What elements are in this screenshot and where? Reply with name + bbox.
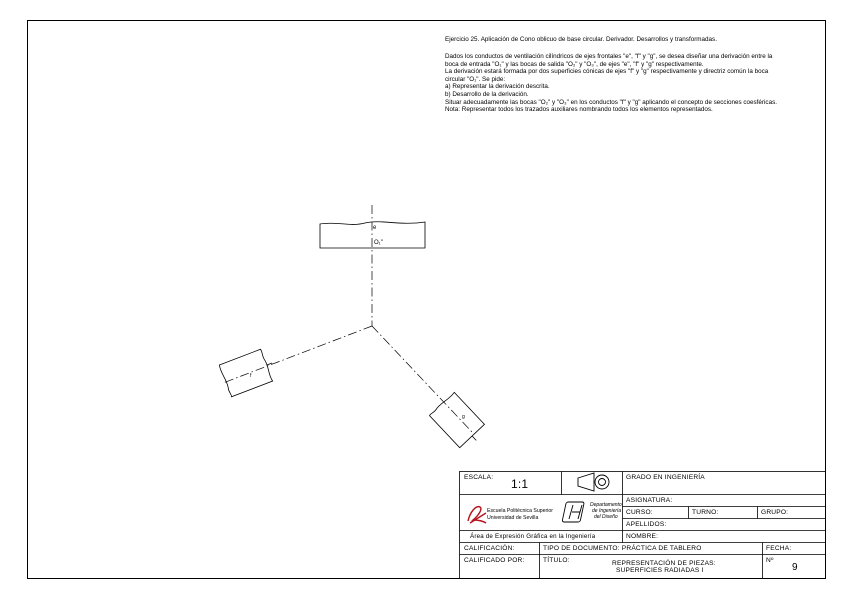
school-name-line2: Universidad de Sevilla <box>487 515 539 521</box>
statement-line: a) Representar la derivación descrita. <box>445 83 550 91</box>
axis-f-line <box>223 326 372 383</box>
statement-line: Situar adecuadamente las bocas "O₂" y "O₃" en los conductos "f" y "g" aplicando el concepto de secciones coesféricas. <box>445 98 777 106</box>
nombre-field[interactable]: NOMBRE: <box>626 533 659 540</box>
fecha-field[interactable]: FECHA: <box>766 545 792 552</box>
numero-value: 9 <box>792 562 798 573</box>
department-logo-icon <box>562 502 584 522</box>
school-logo-icon <box>468 507 486 523</box>
numero-label: Nº <box>766 557 774 564</box>
axis-g-label: g <box>462 414 465 420</box>
escala-value: 1:1 <box>511 477 529 491</box>
statement-line: boca de entrada "O₁" y las bocas de salida "O₂" y "O₃", de ejes "e", "f" y "g" respectivamente. <box>445 60 704 68</box>
projection-symbol-icon <box>578 473 609 491</box>
axis-f-label: f <box>250 373 252 379</box>
titulo-line1: REPRESENTACIÓN DE PIEZAS: <box>612 560 716 567</box>
axes <box>223 205 472 432</box>
school-name-line1: Escuela Politécnica Superior <box>487 508 554 514</box>
conduit-f <box>219 347 278 397</box>
conduit-g <box>429 392 488 452</box>
apellidos-field[interactable]: APELLIDOS: <box>626 521 667 528</box>
statement-line: La derivación estará formada por dos superficies cónicas de ejes "f" y "g" respectivamente y directriz común la boca <box>445 68 769 76</box>
grupo-field[interactable]: GRUPO: <box>761 509 789 516</box>
curso-field[interactable]: CURSO: <box>626 509 653 516</box>
calificado-por-label: CALIFICADO POR: <box>464 557 525 564</box>
section-o1-label: O₁" <box>374 240 383 246</box>
exercise-statement <box>445 36 835 44</box>
tipo-documento-text: TIPO DE DOCUMENTO: PRÁCTICA DE TABLERO <box>543 545 702 552</box>
dept-name-line2: de Ingeniería <box>592 508 622 514</box>
axis-g-line <box>372 326 472 432</box>
calificacion-label: CALIFICACIÓN: <box>464 545 515 552</box>
grado-text: GRADO EN INGENIERÍA <box>626 474 705 481</box>
asignatura-field[interactable]: ASIGNATURA: <box>626 497 673 504</box>
dept-name-line1: Departamento <box>590 502 622 508</box>
titulo-line2: SUPERFICIES RADIADAS I <box>616 567 704 574</box>
axis-e-label: e <box>373 225 377 231</box>
statement-line: Nota: Representar todos los trazados auxiliares nombrando todos los elementos representados. <box>445 106 713 114</box>
exercise-body <box>445 53 835 114</box>
titulo-label: TÍTULO: <box>543 557 570 564</box>
exercise-heading: Ejercicio 25. Aplicación de Cono oblicuo de base circular. Derivador. Desarrollos y transformadas. <box>445 36 717 43</box>
escala-label: ESCALA: <box>464 474 494 481</box>
area-text: Área de Expresión Gráfica en la Ingeniería <box>470 533 596 540</box>
turno-field[interactable]: TURNO: <box>692 509 719 516</box>
dept-name-line3: del Diseño <box>594 514 618 520</box>
statement-line: b) Desarrollo de la derivación. <box>445 90 529 98</box>
statement-line: Dados los conductos de ventilación cilíndricos de ejes frontales "e", "f" y "g", se desea diseñar una derivación entre la <box>445 53 773 60</box>
statement-line: circular "O₁". Se pide: <box>445 75 506 83</box>
